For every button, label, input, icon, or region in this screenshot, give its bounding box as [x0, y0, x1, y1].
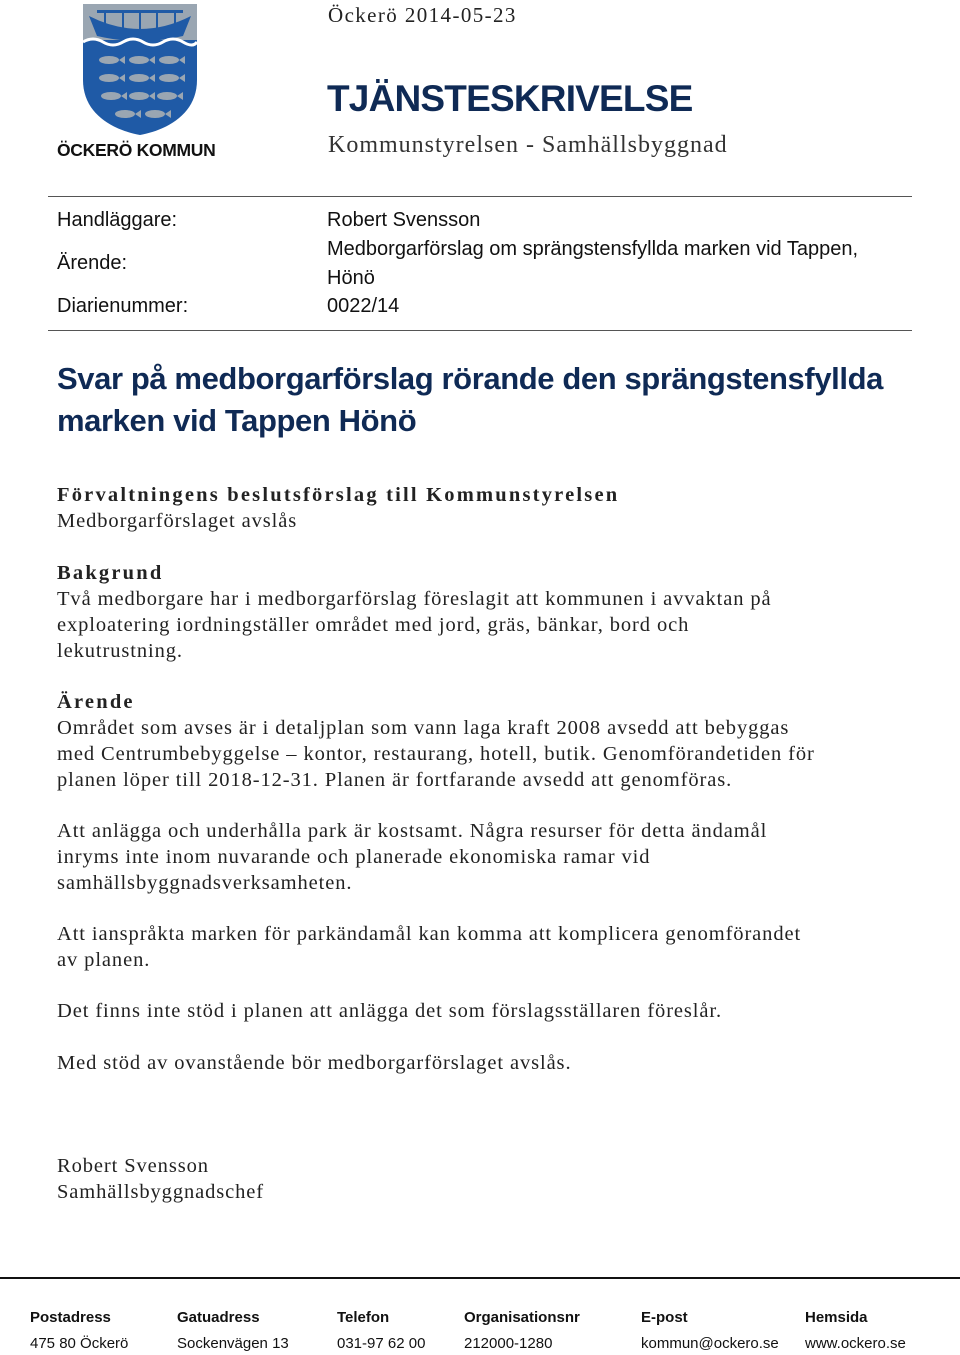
paragraph-line: Att anlägga och underhålla park är kostsamt. Några resurser för detta ändamål: [57, 820, 768, 842]
footer-orgnr-value: 212000-1280: [464, 1335, 553, 1352]
matter-section: [57, 689, 927, 793]
paragraph-line: exploatering iordningställer området med jord, gräs, bänkar, bord och: [57, 614, 690, 636]
footer-orgnr-label: Organisationsnr: [464, 1309, 580, 1326]
paragraph-line: Med stöd av ovanstående bör medborgarförslaget avslås.: [57, 1052, 572, 1074]
arende-label: Ärende:: [57, 252, 128, 274]
paragraph-line: Två medborgare har i medborgarförslag föreslagit att kommunen i avvaktan på: [57, 588, 772, 610]
paragraph-line: av planen.: [57, 949, 151, 971]
coat-of-arms-icon: [81, 2, 199, 136]
signature-block: [57, 1153, 927, 1205]
paragraph-line: Att ianspråkta marken för parkändamål kan komma att komplicera genomförandet: [57, 923, 802, 945]
paragraph-line: Området som avses är i detaljplan som vann laga kraft 2008 avsedd att bebyggas: [57, 717, 790, 739]
handlaggare-value: Robert Svensson: [327, 209, 481, 231]
footer-divider: [0, 1277, 960, 1279]
diarienummer-label: Diarienummer:: [57, 295, 189, 317]
footer-telefon-value: 031-97 62 00: [337, 1335, 426, 1352]
paragraph: [57, 921, 927, 973]
footer-epost-label: E-post: [641, 1309, 688, 1326]
background-section: [57, 560, 927, 664]
proposal-text: Medborgarförslaget avslås: [57, 510, 298, 532]
logo-text: ÖCKERÖ KOMMUN: [57, 140, 216, 160]
arende-value-line1: Medborgarförslag om sprängstensfyllda marken vid Tappen,: [327, 238, 859, 260]
title-line: Svar på medborgarförslag rörande den sprängstensfyllda: [57, 361, 883, 396]
document-date: Öckerö 2014-05-23: [328, 3, 517, 27]
paragraph-line: med Centrumbebyggelse – kontor, restaurang, hotell, butik. Genomförandetiden för: [57, 743, 815, 765]
header-divider: [48, 196, 912, 197]
paragraph: [57, 818, 927, 896]
footer-gatuadress-value: Sockenvägen 13: [177, 1335, 289, 1352]
title-line: marken vid Tappen Hönö: [57, 403, 417, 438]
department: Kommunstyrelsen - Samhällsbyggnad: [328, 132, 728, 158]
document-type: TJÄNSTESKRIVELSE: [327, 78, 693, 119]
signature-name: Robert Svensson: [57, 1155, 209, 1177]
arende-value-line2: Hönö: [327, 267, 375, 289]
paragraph-line: Det finns inte stöd i planen att anlägga det som förslagsställaren föreslår.: [57, 1000, 723, 1022]
paragraph: [57, 998, 927, 1024]
paragraph-line: samhällsbyggnadsverksamheten.: [57, 872, 353, 894]
municipality-logo: [57, 2, 227, 162]
background-heading: Bakgrund: [57, 562, 164, 584]
paragraph-line: inryms inte inom nuvarande och planerade ekonomiska ramar vid: [57, 846, 651, 868]
page-title: [57, 358, 927, 442]
footer-hemsida-label: Hemsida: [805, 1309, 868, 1326]
footer-hemsida-link[interactable]: www.ockero.se: [805, 1335, 906, 1352]
signature-title: Samhällsbyggnadschef: [57, 1181, 265, 1203]
footer-telefon-label: Telefon: [337, 1309, 390, 1326]
footer-gatuadress-label: Gatuadress: [177, 1309, 260, 1326]
footer-postadress-value: 475 80 Öckerö: [30, 1335, 129, 1352]
footer-postadress-label: Postadress: [30, 1309, 111, 1326]
diarienummer-value: 0022/14: [327, 295, 400, 317]
paragraph-line: lekutrustning.: [57, 640, 183, 662]
footer-epost-link[interactable]: kommun@ockero.se: [641, 1335, 779, 1352]
proposal-heading: Förvaltningens beslutsförslag till Kommunstyrelsen: [57, 484, 620, 506]
matter-heading: Ärende: [57, 691, 135, 713]
handlaggare-label: Handläggare:: [57, 209, 178, 231]
meta-divider: [48, 330, 912, 331]
paragraph-line: planen löper till 2018-12-31. Planen är fortfarande avsedd att genomföras.: [57, 769, 733, 791]
proposal-section: [57, 482, 927, 534]
paragraph: [57, 1050, 927, 1076]
